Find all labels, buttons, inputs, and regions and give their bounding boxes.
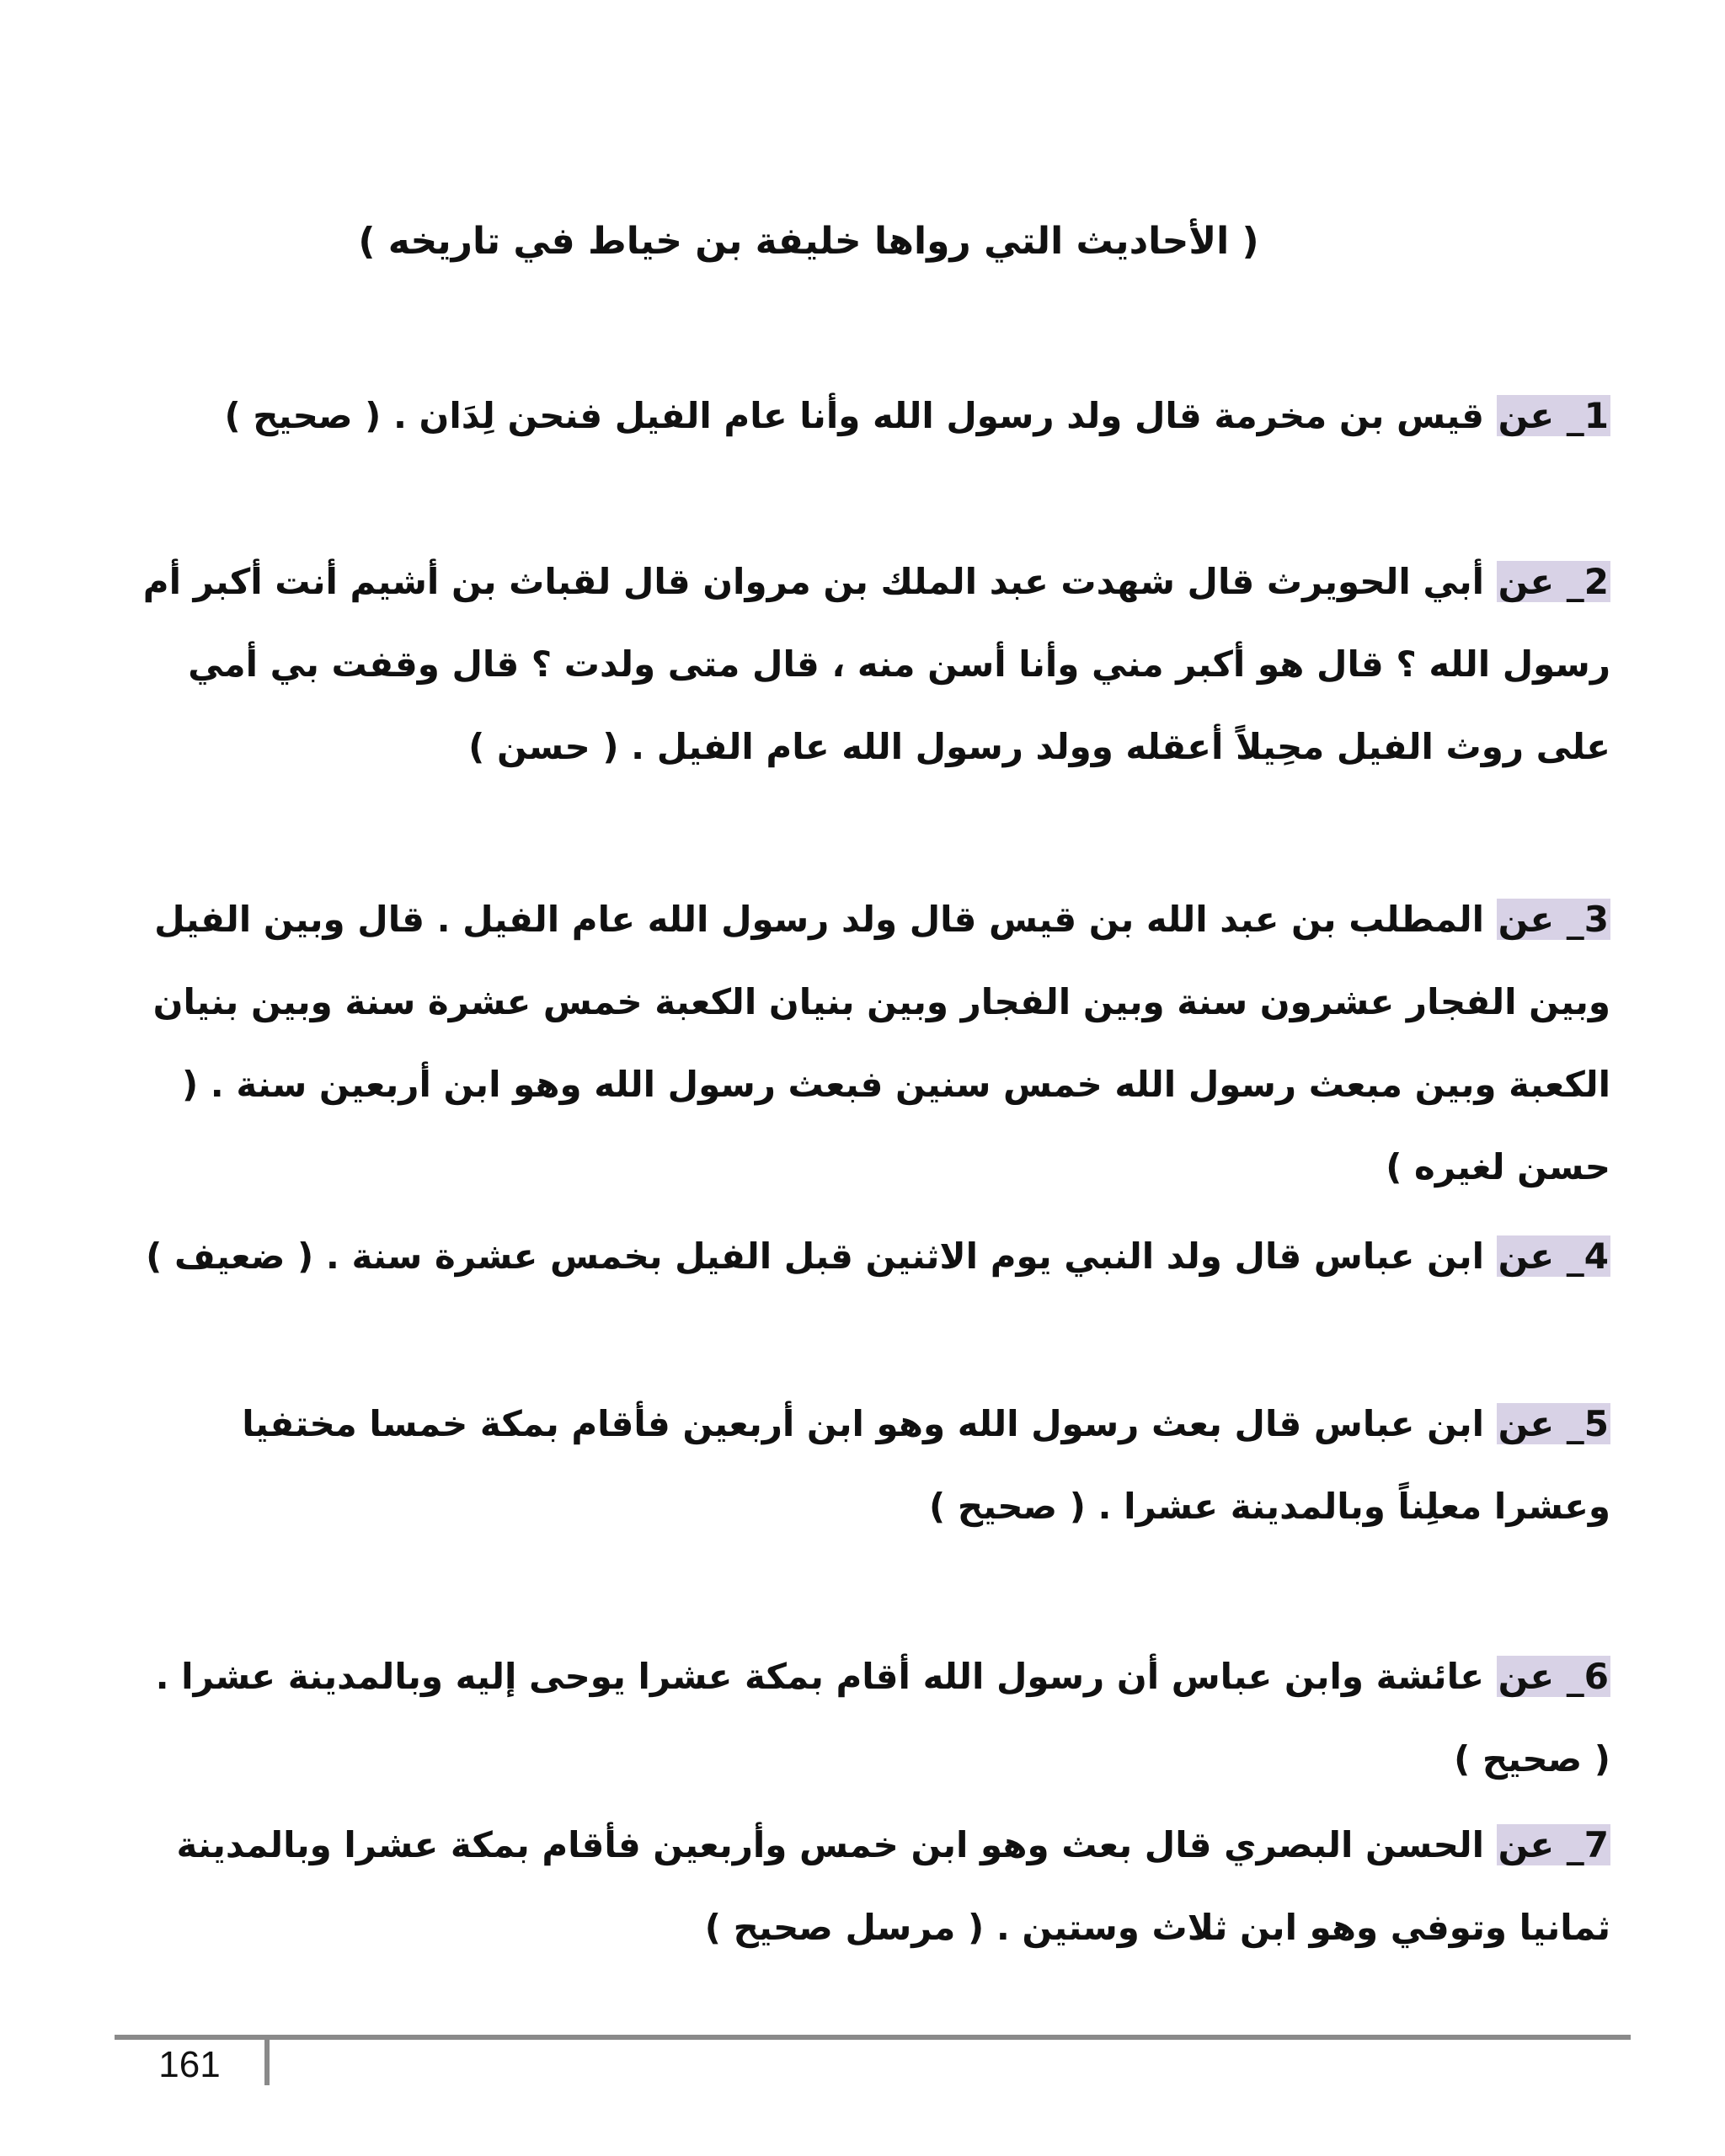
hadith-text-2: أبي الحويرث قال شهدت عبد الملك بن مروان قال لقباث بن أشيم أنت أكبر أم رسول الله ؟ قال هو أكبر مني وأنا أسن منه ، قال متى ولدت ؟ قال وقفت بي أمي على روث الفيل محِيلاً أعقله وولد رسول الله عام الفيل . ( حسن ): [142, 561, 1610, 767]
hadith-number-1: 1_ عن: [1498, 395, 1609, 436]
page-number: 161: [158, 2044, 221, 2085]
hadith-5: [135, 1383, 1610, 1548]
hadith-4: [135, 1215, 1610, 1298]
footer-tick: [264, 2035, 270, 2085]
hadith-7: [135, 1804, 1610, 1969]
hadith-number-3: 3_ عن: [1498, 899, 1609, 940]
hadith-text-7: الحسن البصري قال بعث وهو ابن خمس وأربعين فأقام بمكة عشرا وبالمدينة ثمانيا وتوفي وهو ابن ثلاث وستين . ( مرسل صحيح ): [176, 1824, 1610, 1948]
page-title: ( الأحاديث التي رواها خليفة بن خياط في تاريخه ): [358, 220, 1259, 263]
hadith-text-5: ابن عباس قال بعث رسول الله وهو ابن أربعين فأقام بمكة خمسا مختفيا وعشرا معلِناً وبالمدينة عشرا . ( صحيح ): [242, 1403, 1610, 1527]
hadith-number-6: 6_ عن: [1498, 1656, 1609, 1697]
hadith-text-4: ابن عباس قال ولد النبي يوم الاثنين قبل الفيل بخمس عشرة سنة . ( ضعيف ): [146, 1235, 1497, 1277]
hadith-number-2: 2_ عن: [1498, 561, 1609, 602]
hadith-3: [135, 878, 1610, 1209]
hadith-1: [135, 375, 1610, 457]
hadith-number-5: 5_ عن: [1498, 1403, 1609, 1444]
hadith-text-1: قيس بن مخرمة قال ولد رسول الله وأنا عام الفيل فنحن لِدَان . ( صحيح ): [224, 395, 1497, 436]
hadith-text-6: عائشة وابن عباس أن رسول الله أقام بمكة عشرا يوحى إليه وبالمدينة عشرا . ( صحيح ): [155, 1656, 1610, 1780]
hadith-text-3: المطلب بن عبد الله بن قيس قال ولد رسول الله عام الفيل . قال وبين الفيل وبين الفجار عشرون سنة وبين الفجار وبين بنيان الكعبة خمس عشرة سنة وبين بنيان الكعبة وبين مبعث رسول الله خمس سنين فبعث رسول الله وهو ابن أربعين سنة . ( حسن لغيره ): [152, 899, 1610, 1187]
hadith-number-7: 7_ عن: [1498, 1824, 1609, 1865]
hadith-6: [135, 1636, 1610, 1801]
hadith-number-4: 4_ عن: [1498, 1235, 1609, 1277]
footer-divider: [115, 2035, 1631, 2040]
hadith-2: [135, 541, 1610, 788]
